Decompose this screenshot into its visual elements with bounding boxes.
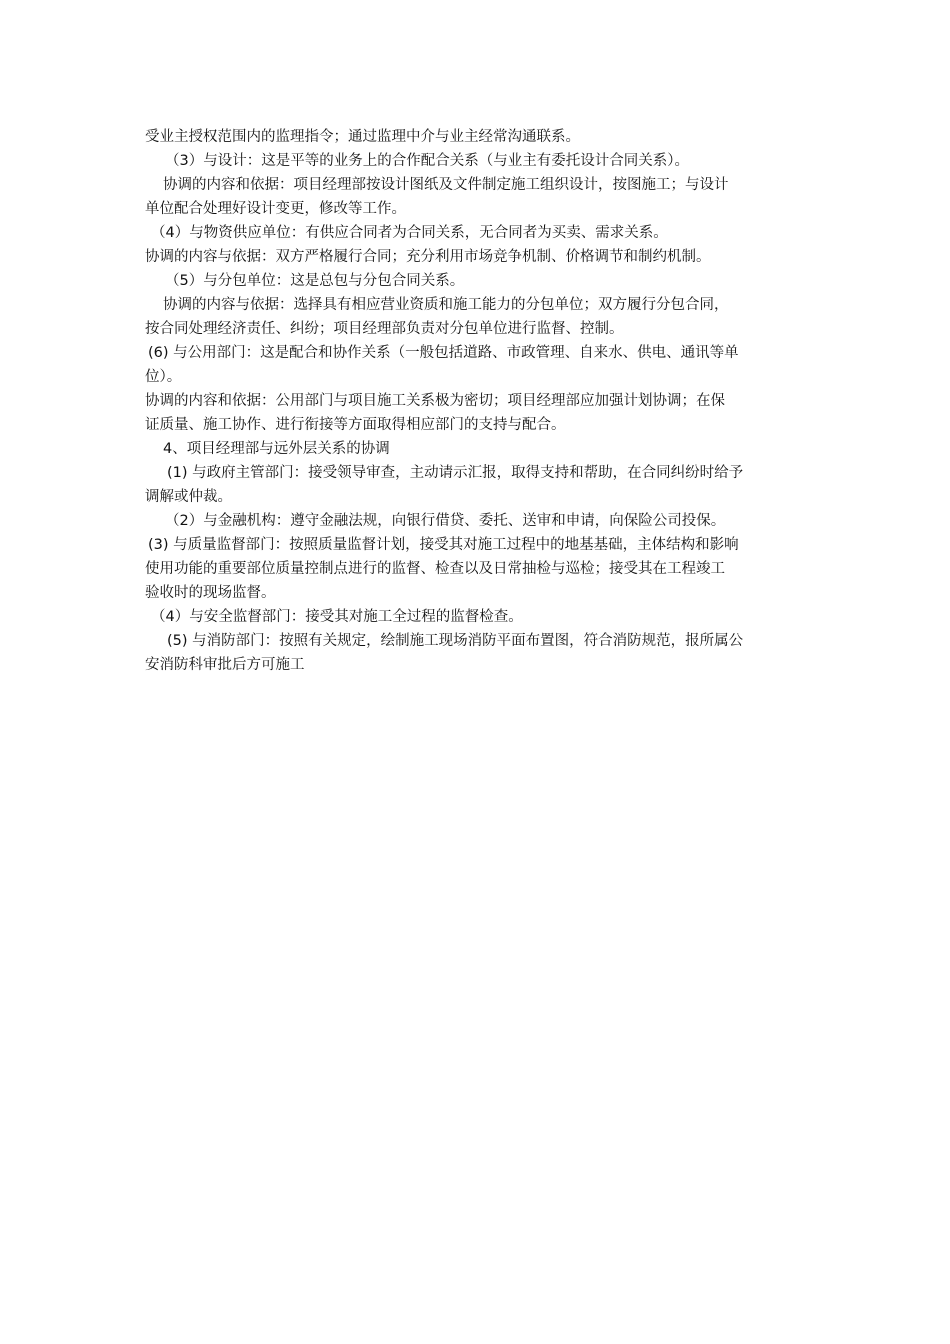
- text-line: (5) 与消防部门：按照有关规定，绘制施工现场消防平面布置图，符合消防规范，报所属公: [167, 633, 744, 649]
- text-line: 协调的内容与依据：选择具有相应营业资质和施工能力的分包单位；双方履行分包合同，: [163, 297, 729, 313]
- text-line: 受业主授权范围内的监理指令；通过监理中介与业主经常沟通联系。: [145, 129, 580, 145]
- text-line: 证质量、施工协作、进行衔接等方面取得相应部门的支持与配合。: [145, 417, 566, 433]
- text-line: 位）。: [145, 369, 182, 385]
- text-line: （4）与物资供应单位：有供应合同者为合同关系，无合同者为买卖、需求关系。: [151, 225, 668, 241]
- text-line: 使用功能的重要部位质量控制点进行的监督、检查以及日常抽检与巡检；接受其在工程竣工: [145, 561, 725, 577]
- text-line: (6) 与公用部门：这是配合和协作关系（一般包括道路、市政管理、自来水、供电、通讯等单: [148, 345, 739, 361]
- text-line: 调解或仲裁。: [145, 489, 232, 505]
- text-line: 验收时的现场监督。: [145, 585, 276, 601]
- document-body: [145, 125, 815, 677]
- text-line: （3）与设计：这是平等的业务上的合作配合关系（与业主有委托设计合同关系）。: [165, 153, 689, 169]
- text-line: 按合同处理经济责任、纠纷；项目经理部负责对分包单位进行监督、控制。: [145, 321, 624, 337]
- text-line: (1) 与政府主管部门：接受领导审查，主动请示汇报，取得支持和帮助，在合同纠纷时给予: [167, 465, 744, 481]
- text-line: 协调的内容和依据：项目经理部按设计图纸及文件制定施工组织设计，按图施工；与设计: [163, 177, 729, 193]
- text-line: 安消防科审批后方可施工: [145, 657, 305, 673]
- text-line: （5）与分包单位：这是总包与分包合同关系。: [165, 273, 465, 289]
- text-line: （2）与金融机构：遵守金融法规，向银行借贷、委托、送审和申请，向保险公司投保。: [165, 513, 726, 529]
- text-line: 单位配合处理好设计变更，修改等工作。: [145, 201, 406, 217]
- text-line: 协调的内容和依据：公用部门与项目施工关系极为密切；项目经理部应加强计划协调；在保: [145, 393, 725, 409]
- text-line: (3) 与质量监督部门：按照质量监督计划，接受其对施工过程中的地基基础，主体结构和影响: [148, 537, 739, 553]
- text-line: 协调的内容与依据：双方严格履行合同；充分利用市场竞争机制、价格调节和制约机制。: [145, 249, 711, 265]
- section-heading: 4、项目经理部与远外层关系的协调: [163, 441, 390, 457]
- text-line: （4）与安全监督部门：接受其对施工全过程的监督检查。: [151, 609, 523, 625]
